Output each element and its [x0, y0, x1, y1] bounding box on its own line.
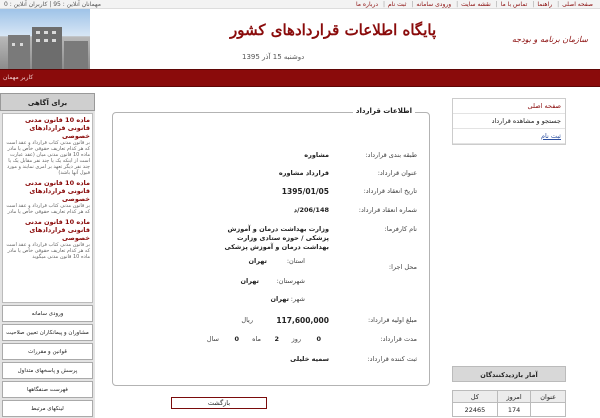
news-text: بر قانون مدنی کتاب قرارداد و عقد است که هر کدام تعاریف حقوقی خاص یا مادر — [6, 203, 90, 215]
value-city: تهران — [240, 277, 259, 285]
top-link-register[interactable]: ثبت نام — [387, 1, 407, 8]
left-menu-links[interactable]: لینکهای مرتبط — [2, 400, 93, 417]
left-sidebar — [0, 93, 95, 418]
value-town: تهران — [270, 295, 289, 303]
row-title — [111, 169, 429, 183]
label-days: روز — [291, 335, 301, 343]
news-item[interactable] — [5, 179, 90, 215]
value-number: 206/148/د — [293, 206, 329, 214]
label-date: تاریخ انعقاد قرارداد: — [363, 187, 417, 195]
right-menu-register[interactable]: ثبت نام — [453, 129, 565, 144]
value-months: 2 — [274, 335, 279, 343]
right-menu-search-contracts[interactable]: جستجو و مشاهده قرارداد — [453, 114, 565, 129]
left-menu-consultants[interactable]: مشاوران و پیمانکاران تعیین صلاحیت — [2, 324, 93, 341]
top-links: صفحه اصلی| راهنما| تماس با ما| نقشه سایت| ورودی سامانه| ثبت نام| درباره ما — [355, 1, 593, 8]
row-date — [111, 187, 429, 201]
online-users-text: مهمانان آنلاين : 95 | کاربران آنلاین : 0 — [4, 1, 101, 8]
value-years: 0 — [234, 335, 239, 343]
row-city — [111, 277, 429, 291]
visitor-stats-title: آمار بازدیدکنندگان — [452, 366, 566, 382]
value-title: قرارداد مشاوره — [278, 169, 329, 177]
news-title[interactable]: ماده 10 قانون مدنی قانونی قراردادهای خصوصی — [24, 179, 90, 203]
news-item[interactable] — [5, 116, 90, 176]
right-menu — [452, 98, 566, 145]
building-banner-image — [0, 9, 90, 69]
user-status-label: کاربر مهمان — [3, 74, 34, 81]
news-text: بر قانون مدنی کتاب قرارداد و عقد است که هر کدام تعاریف حقوقی خاص یا مادر ماده 10 قانون مدنی میان (عقد عبارت است از اینکه یک یا چند نفر مقابل یک یا چند نفر دیگر تعهد بر امری نمایند و مورد قبول آنها باشد) — [6, 140, 90, 176]
label-employer: نام کارفرما: — [384, 225, 417, 233]
top-link-help[interactable]: راهنما — [537, 1, 553, 8]
label-number: شماره انعقاد قرارداد: — [358, 206, 417, 214]
top-link-login[interactable]: ورودی سامانه — [416, 1, 452, 8]
row-duration — [111, 335, 429, 349]
left-menu-guilds[interactable]: فهرست صنفگاهها — [2, 381, 93, 398]
contract-info-panel — [112, 107, 430, 386]
label-location: محل اجرا: — [388, 263, 417, 271]
notice-heading: برای آگاهی — [0, 93, 95, 111]
top-link-sitemap[interactable]: نقشه سایت — [461, 1, 491, 8]
value-employer: وزارت بهداشت درمان و آموزش پزشکی / حوزه ستادی وزارت بهداشت درمان و آموزش پزشکی — [224, 225, 329, 251]
label-duration: مدت قرارداد: — [380, 335, 417, 343]
label-title: عنوان قرارداد: — [377, 169, 417, 177]
row-number — [111, 206, 429, 220]
label-city: شهرستان: — [276, 277, 305, 285]
label-category: طبقه بندی قرارداد: — [365, 151, 417, 159]
label-town: شهر: — [290, 295, 305, 303]
col-total: کل — [453, 391, 498, 403]
label-months: ماه — [252, 335, 261, 343]
row-amount — [111, 316, 429, 330]
stat-today: 174 — [497, 403, 530, 417]
current-date: دوشنبه 15 آذر 1395 — [242, 53, 305, 61]
value-category: مشاوره — [304, 151, 329, 159]
row-province — [111, 257, 429, 271]
value-province: تهران — [248, 257, 267, 265]
value-amount: 117,600,000 — [276, 316, 329, 325]
value-date: 1395/01/05 — [281, 187, 329, 196]
value-days: 0 — [316, 335, 321, 343]
row-registrar — [111, 355, 429, 369]
top-link-home[interactable]: صفحه اصلی — [562, 1, 593, 8]
top-link-contact[interactable]: تماس با ما — [500, 1, 528, 8]
notice-box — [2, 113, 93, 303]
row-employer — [111, 225, 429, 251]
site-title: پایگاه اطلاعات قراردادهای کشور — [230, 21, 437, 39]
top-bar — [0, 0, 600, 9]
news-item[interactable] — [5, 218, 90, 260]
col-today: امروز — [497, 391, 530, 403]
site-header — [0, 9, 600, 69]
right-menu-home[interactable]: صفحه اصلی — [453, 99, 565, 114]
visitor-stats — [452, 366, 566, 417]
value-registrar: سمیه خلیلی — [290, 355, 329, 363]
left-menu-login[interactable]: ورودی سامانه — [2, 305, 93, 322]
col-title: عنوان — [531, 391, 566, 403]
top-link-about[interactable]: درباره ما — [355, 1, 379, 8]
news-title[interactable]: ماده 10 قانون مدنی قانونی قراردادهای خصوصی — [24, 218, 90, 242]
value-currency: ریال — [241, 316, 253, 324]
main-nav-bar — [0, 69, 600, 87]
visitor-stats-table — [452, 390, 566, 417]
news-text: بر قانون مدنی کتاب قرارداد و عقد است که هر کدام تعاریف حقوقی خاص یا مادر ماده 10 قانون مدنی میگوید — [6, 242, 90, 260]
right-sidebar — [452, 98, 566, 414]
stat-total: 22465 — [453, 403, 498, 417]
contract-info-legend: اطلاعات قرارداد — [353, 107, 415, 115]
organization-name: سازمان برنامه و بودجه — [511, 35, 588, 44]
label-amount: مبلغ اولیه قرارداد: — [368, 316, 417, 324]
left-menu-faq[interactable]: پرسش و پاسخهای متداول — [2, 362, 93, 379]
row-category — [111, 151, 429, 165]
label-province: استان: — [286, 257, 305, 265]
left-menu-laws[interactable]: قوانین و مقررات — [2, 343, 93, 360]
row-town — [111, 295, 429, 309]
news-title[interactable]: ماده 10 قانون مدنی قانونی قراردادهای خصوصی — [24, 116, 90, 140]
back-button[interactable]: بازگشت — [171, 397, 267, 409]
stat-title — [531, 403, 566, 417]
label-years: سال — [206, 335, 219, 343]
label-registrar: ثبت کننده قرارداد: — [367, 355, 417, 363]
left-menu — [0, 305, 95, 417]
table-row — [453, 403, 566, 417]
